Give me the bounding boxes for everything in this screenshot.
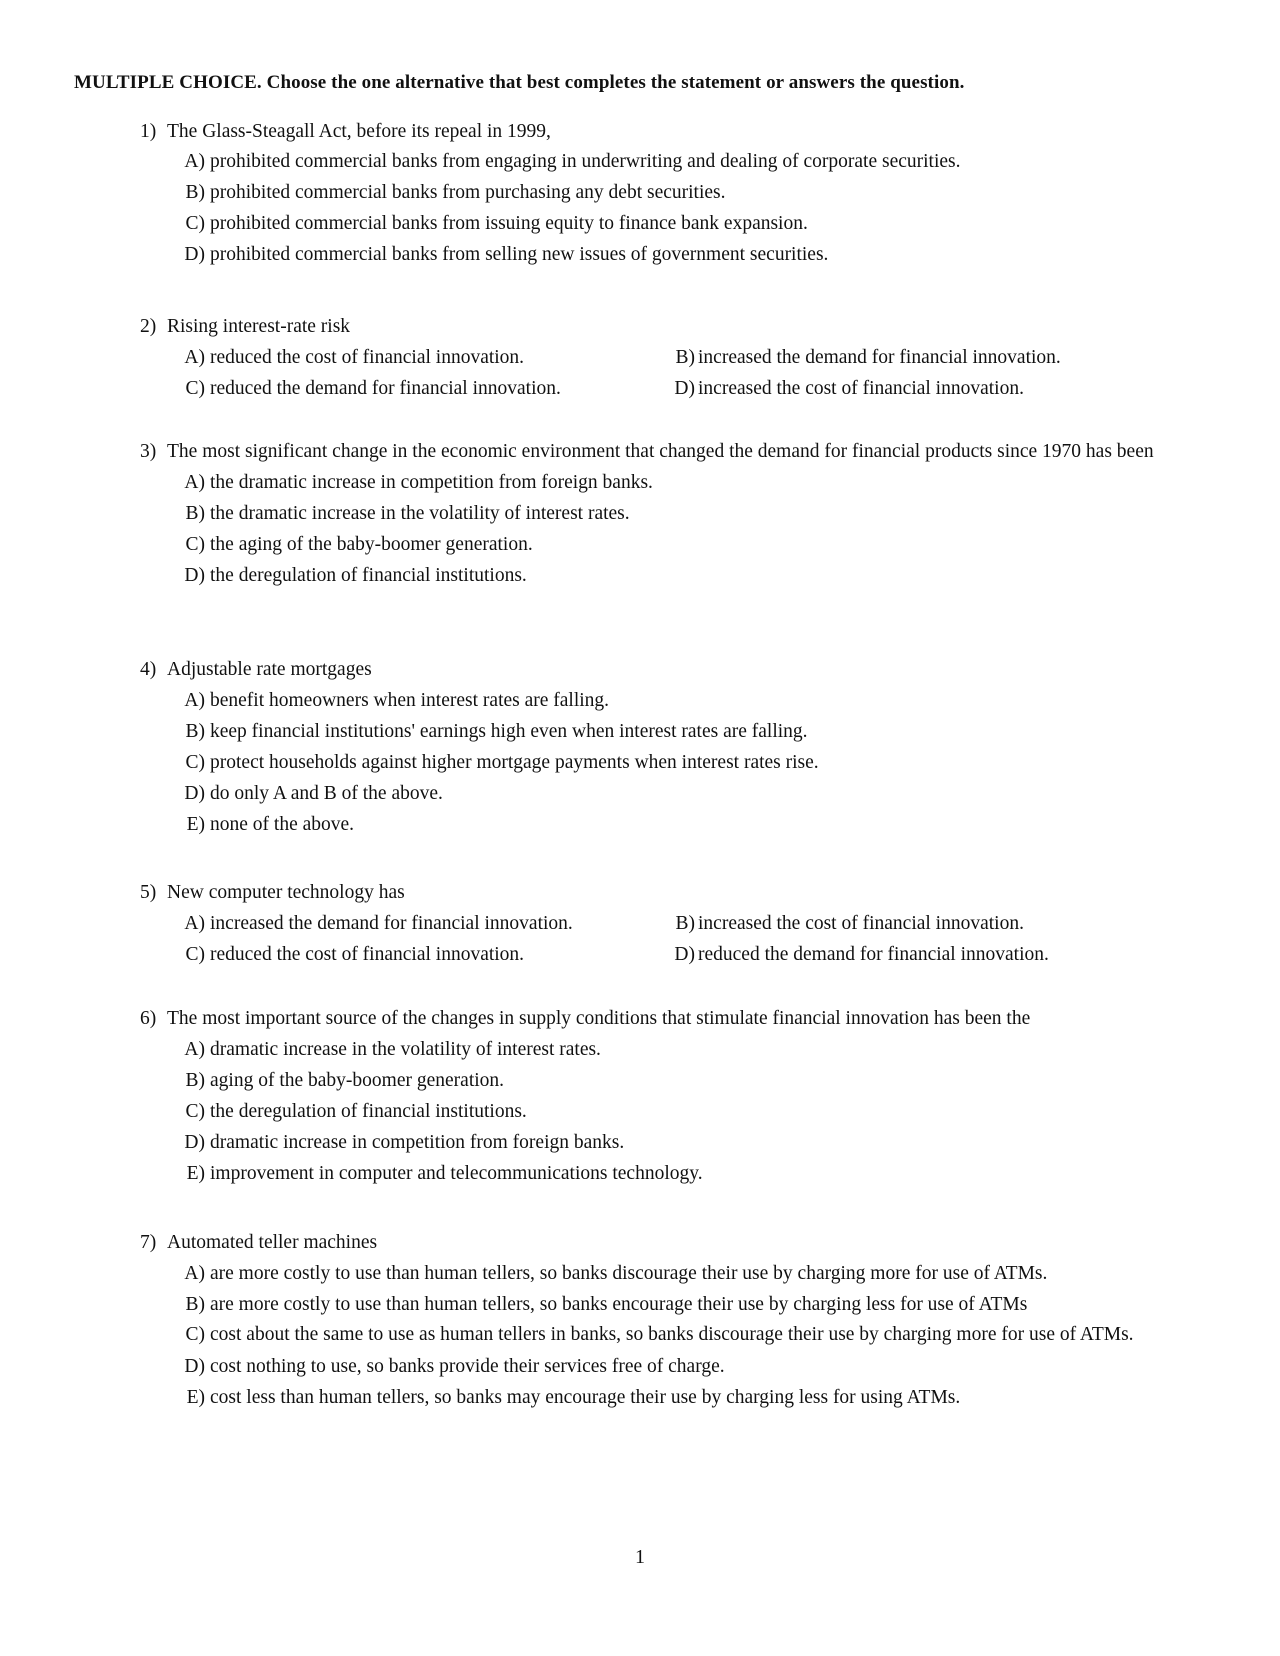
question-text: The most significant change in the economic environment that changed the demand for financial products since 1970 has been [167,441,1154,462]
option-text: reduced the demand for financial innovation. [698,944,1049,965]
option-text: cost nothing to use, so banks provide their services free of charge. [210,1356,725,1377]
question-text: Automated teller machines [167,1232,378,1253]
option-letter: B) [185,1294,205,1315]
option-letter: D) [674,378,695,399]
option-letter: B) [185,721,205,742]
option-letter: D) [184,1132,205,1153]
question-text: The Glass-Steagall Act, before its repeal in 1999, [167,121,551,142]
option-c [140,749,1180,776]
question-stem [140,1229,1180,1256]
option-text: increased the demand for financial innovation. [698,347,1061,368]
option-letter: D) [184,1356,205,1377]
option-b [140,1291,1180,1318]
option-b [140,718,1180,745]
option-b [140,500,1180,527]
question-text: The most important source of the changes in supply conditions that stimulate financial innovation has been the [167,1008,1031,1029]
question-number: 1) [140,121,157,142]
option-a [140,1260,1180,1287]
option-text: increased the cost of financial innovation. [698,378,1024,399]
page-number: 1 [635,1546,645,1568]
option-text: none of the above. [210,814,355,835]
option-text: benefit homeowners when interest rates are falling. [210,690,610,711]
option-text: reduced the demand for financial innovation. [210,378,561,399]
option-text: increased the demand for financial innovation. [210,913,573,934]
option-text: the aging of the baby-boomer generation. [210,534,533,555]
option-text: improvement in computer and telecommunications technology. [210,1163,703,1184]
option-e [140,1160,1180,1187]
option-letter: B) [185,182,205,203]
option-e [140,1384,1180,1411]
option-a [140,469,1180,496]
option-text: prohibited commercial banks from issuing equity to finance bank expansion. [210,213,808,234]
option-text: increased the cost of financial innovation. [698,913,1024,934]
option-text: the dramatic increase in the volatility of interest rates. [210,503,630,524]
option-letter: B) [185,1070,205,1091]
option-text: protect households against higher mortgage payments when interest rates rise. [210,752,819,773]
option-c [140,375,670,402]
option-letter: D) [674,944,695,965]
option-text: reduced the cost of financial innovation. [210,347,525,368]
question-4 [140,656,1180,838]
option-letter: A) [184,347,205,368]
option-letter: D) [184,244,205,265]
question-number: 5) [140,882,157,903]
option-letter: C) [185,752,205,773]
option-a [140,344,670,371]
option-letter: D) [184,565,205,586]
question-stem [140,1005,1180,1032]
option-d [140,1353,1180,1380]
option-text: the dramatic increase in competition from foreign banks. [210,472,653,493]
option-letter: E) [186,814,205,835]
option-letter: A) [184,151,205,172]
options-grid [140,906,1180,968]
question-number: 7) [140,1232,157,1253]
option-b [670,344,1190,371]
option-text: cost about the same to use as human tellers in banks, so banks discourage their use by charging more for use of ATMs. [210,1324,1134,1345]
question-stem [140,879,1180,906]
option-d [140,562,1180,589]
option-letter: C) [185,944,205,965]
option-letter: B) [675,347,695,368]
question-number: 6) [140,1008,157,1029]
option-text: prohibited commercial banks from selling new issues of government securities. [210,244,829,265]
question-text: Rising interest-rate risk [167,316,351,337]
option-text: are more costly to use than human tellers, so banks discourage their use by charging more for use of ATMs. [210,1263,1048,1284]
question-number: 2) [140,316,157,337]
option-text: the deregulation of financial institutions. [210,1101,527,1122]
option-letter: C) [185,1101,205,1122]
option-c [140,531,1180,558]
question-5 [140,879,1180,968]
option-letter: C) [185,1324,205,1345]
option-letter: C) [185,378,205,399]
option-e [140,811,1180,838]
option-letter: C) [185,534,205,555]
option-a [140,1036,1180,1063]
question-stem [140,656,1180,683]
question-stem [140,438,1177,465]
option-b [140,179,1180,206]
options-grid [140,340,1180,402]
option-letter: B) [675,913,695,934]
option-d [140,780,1180,807]
question-number: 3) [140,441,157,462]
option-a [140,148,1180,175]
option-text: are more costly to use than human tellers, so banks encourage their use by charging less for use of ATMs [210,1294,1028,1315]
option-a [140,910,670,937]
option-b [140,1067,1180,1094]
option-letter: E) [186,1387,205,1408]
option-text: keep financial institutions' earnings high even when interest rates are falling. [210,721,808,742]
option-letter: A) [184,913,205,934]
question-6 [140,1005,1180,1187]
option-text: prohibited commercial banks from purchasing any debt securities. [210,182,726,203]
option-text: dramatic increase in competition from foreign banks. [210,1132,625,1153]
option-d [140,1129,1180,1156]
option-c [140,941,670,968]
question-text: New computer technology has [167,882,405,903]
option-letter: C) [185,213,205,234]
option-d [670,375,1190,402]
option-text: reduced the cost of financial innovation. [210,944,525,965]
question-text: Adjustable rate mortgages [167,659,372,680]
option-c [140,1322,1170,1348]
option-d [140,241,1180,268]
question-number: 4) [140,659,157,680]
question-stem [140,118,1180,145]
option-text: aging of the baby-boomer generation. [210,1070,505,1091]
option-letter: A) [184,690,205,711]
option-text: the deregulation of financial institutions. [210,565,527,586]
option-c [140,1098,1180,1125]
option-letter: A) [184,1263,205,1284]
option-text: dramatic increase in the volatility of interest rates. [210,1039,601,1060]
option-c [140,210,1180,237]
option-text: cost less than human tellers, so banks may encourage their use by charging less for using ATMs. [210,1387,961,1408]
option-letter: A) [184,1039,205,1060]
option-text: do only A and B of the above. [210,783,443,804]
question-stem [140,313,1180,340]
question-2 [140,313,1180,402]
question-3 [140,438,1180,589]
option-letter: E) [186,1163,205,1184]
option-text: prohibited commercial banks from engaging in underwriting and dealing of corporate securities. [210,151,961,172]
option-d [670,941,1190,968]
instructions-header: MULTIPLE CHOICE. Choose the one alternative that best completes the statement or answers the question. [74,72,965,93]
option-b [670,910,1190,937]
question-1 [140,118,1180,268]
option-letter: A) [184,472,205,493]
option-letter: B) [185,503,205,524]
option-letter: D) [184,783,205,804]
question-7 [140,1229,1180,1411]
option-a [140,687,1180,714]
